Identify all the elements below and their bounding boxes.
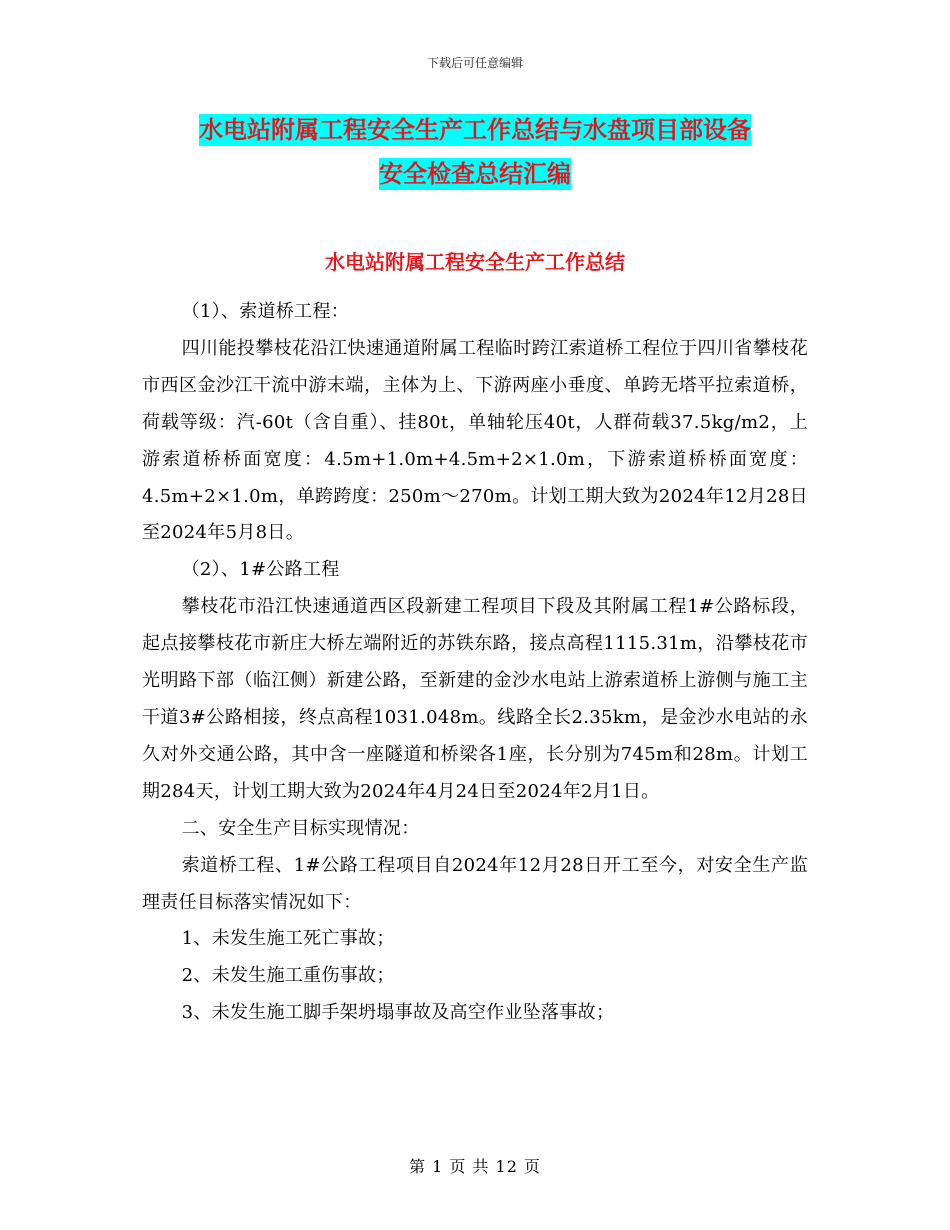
paragraph-road-description: 攀枝花市沿江快速通道西区段新建工程项目下段及其附属工程1#公路标段，起点接攀枝花市新庄大桥左端附近的苏铁东路，接点高程1115.31m，沿攀枝花市光明路下部（临江侧）新建公路，至新建的金沙水电站上游索道桥上游侧与施工主干道3#公路相接，终点高程1031.048m。线路全长2.35km，是金沙水电站的永久对外交通公路，其中含一座隧道和桥梁各1座，长分别为745m和28m。计划工期284天，计划工期大致为2024年4月24日至2024年2月1日。	[142, 596, 808, 802]
document-title-line-1	[0, 110, 950, 150]
list-item: 1、未发生施工死亡事故；	[181, 928, 395, 950]
page-number: 第 1 页 共 12 页	[409, 1157, 541, 1176]
section-title: 水电站附属工程安全生产工作总结	[325, 250, 625, 274]
document-body	[142, 294, 808, 1032]
paragraph-road-heading: （2）、1#公路工程	[181, 559, 340, 581]
list-item: 2、未发生施工重伤事故；	[181, 965, 395, 987]
document-title-line-2	[0, 154, 950, 194]
document-title-text-2: 安全检查总结汇编	[379, 160, 571, 188]
paragraph-safety-goals-intro: 索道桥工程、1#公路工程项目自2024年12月28日开工至今，对安全生产监理责任目标落实情况如下：	[142, 854, 808, 913]
paragraph-safety-goals-heading: 二、安全生产目标实现情况：	[181, 817, 420, 839]
list-item: 3、未发生施工脚手架坍塌事故及高空作业坠落事故；	[181, 1002, 615, 1024]
paragraph-cableway-description: 四川能投攀枝花沿江快速通道附属工程临时跨江索道桥工程位于四川省攀枝花市西区金沙江干流中游末端，主体为上、下游两座小垂度、单跨无塔平拉索道桥，荷载等级：汽-60t（含自重）、挂80t，单轴轮压40t，人群荷载37.5kg/m2，上游索道桥桥面宽度：4.5m+1.0m+4.5m+2×1.0m，下游索道桥桥面宽度：4.5m+2×1.0m，单跨跨度：250m～270m。计划工期大致为2024年12月28日至2024年5月8日。	[142, 337, 808, 544]
paragraph-cableway-heading: （1）、索道桥工程：	[181, 301, 350, 322]
header-note: 下载后可任意编辑	[426, 56, 523, 70]
document-title-text-1: 水电站附属工程安全生产工作总结与水盘项目部设备	[199, 116, 751, 144]
